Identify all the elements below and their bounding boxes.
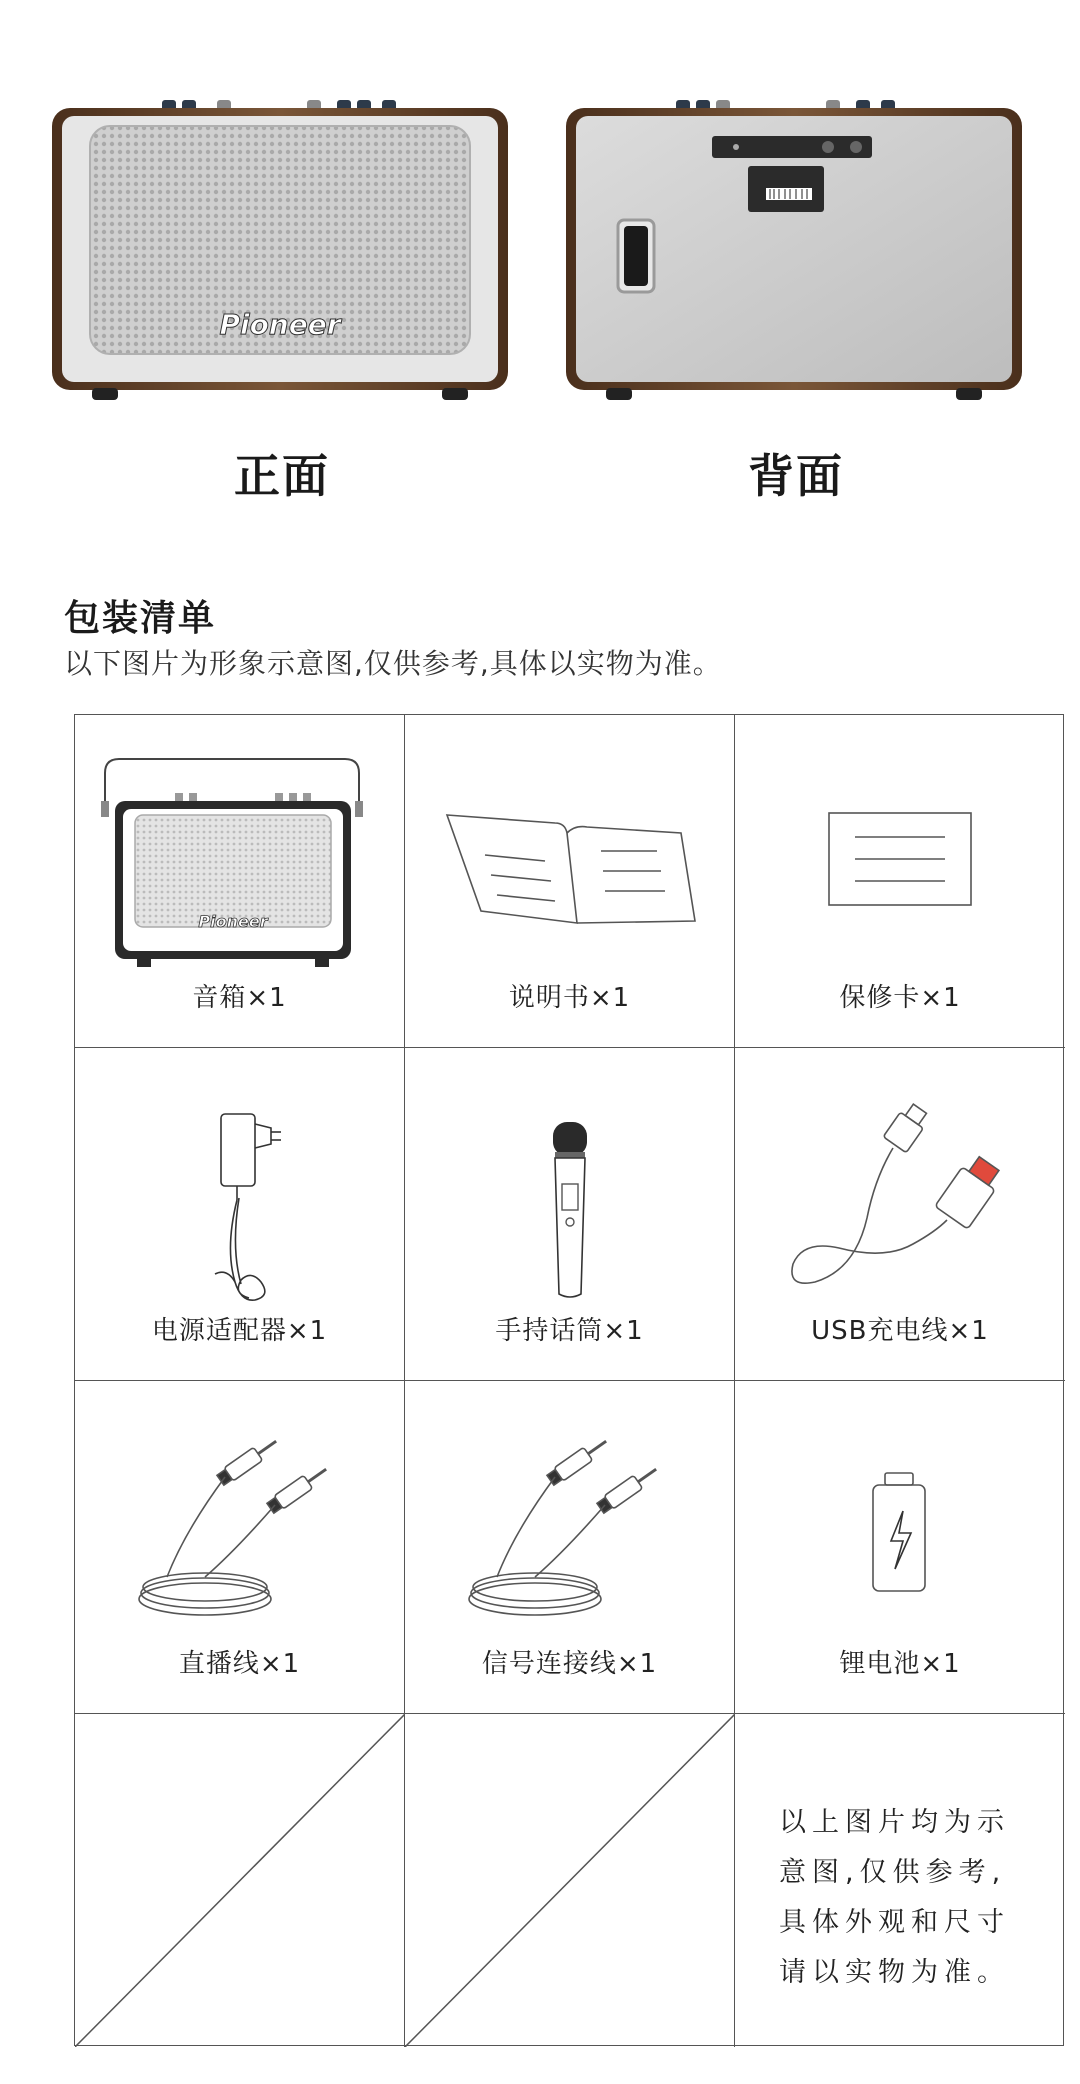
item-label: 信号连接线×1 [481, 1649, 658, 1679]
item-cell-warranty-card [735, 715, 1065, 1048]
diagonal-line [75, 1714, 405, 2047]
usb-cable-icon [735, 1048, 1065, 1320]
item-label: 锂电池×1 [839, 1649, 961, 1679]
speaker-back-image [566, 100, 1022, 400]
empty-cell [405, 1714, 735, 2047]
item-label: 音箱×1 [192, 983, 287, 1013]
item-label: 手持话筒×1 [495, 1316, 644, 1346]
packing-list-note: 以下图片为形象示意图,仅供参考,具体以实物为准。 [64, 647, 722, 680]
item-cell-speaker [75, 715, 405, 1048]
svg-text:Pioneer: Pioneer [219, 308, 341, 341]
footer-note: 以上图片均为示意图,仅供参考,具体外观和尺寸请以实物为准。 [779, 1807, 1010, 1988]
packing-grid [74, 714, 1064, 2046]
footer-note-cell [735, 1714, 1065, 2047]
manual-icon [405, 715, 735, 987]
packing-list-title: 包装清单 [64, 598, 217, 639]
diagonal-line [405, 1714, 735, 2047]
speaker-icon [75, 715, 405, 987]
item-cell-power-adapter [75, 1048, 405, 1381]
front-view-label: 正面 [234, 449, 330, 503]
product-views [0, 0, 1080, 520]
item-cell-microphone [405, 1048, 735, 1381]
microphone-icon [405, 1048, 735, 1320]
item-cell-battery [735, 1381, 1065, 1714]
item-cell-signal-cable [405, 1381, 735, 1714]
item-label: 说明书×1 [508, 983, 631, 1013]
item-label: 电源适配器×1 [151, 1316, 328, 1346]
item-cell-audio-cable [75, 1381, 405, 1714]
empty-cell [75, 1714, 405, 2047]
battery-icon [735, 1381, 1065, 1653]
item-cell-usb-cable [735, 1048, 1065, 1381]
svg-text:Pioneer: Pioneer [198, 912, 268, 931]
signal-cable-icon [405, 1381, 735, 1653]
item-label: 直播线×1 [178, 1649, 301, 1679]
audio-cable-icon [75, 1381, 405, 1653]
power-adapter-icon [75, 1048, 405, 1320]
warranty-card-icon [735, 715, 1065, 987]
item-label: 保修卡×1 [839, 983, 961, 1013]
item-cell-manual [405, 715, 735, 1048]
back-view-label: 背面 [748, 449, 844, 503]
speaker-front-image [52, 100, 508, 400]
item-label: USB充电线×1 [811, 1316, 989, 1346]
